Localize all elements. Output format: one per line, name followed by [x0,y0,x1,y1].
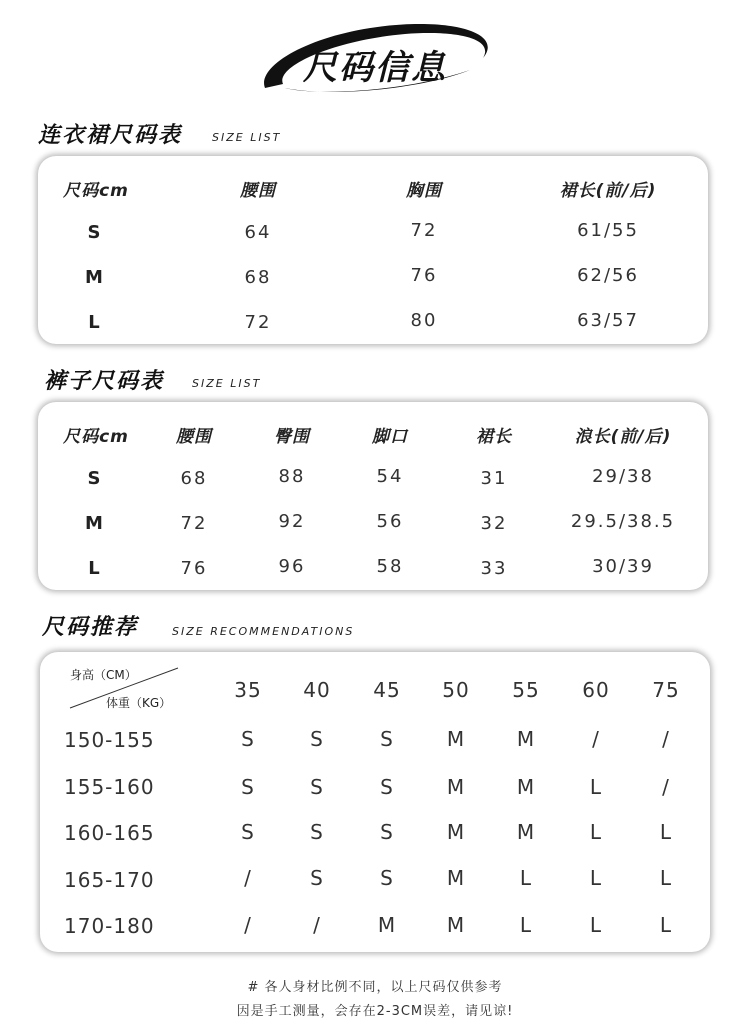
dress-col-header: 胸围 [406,181,442,201]
pants-cell: 96 [278,556,306,577]
pants-cell: 29/38 [592,466,654,487]
dress-cell: 68 [244,267,272,288]
size-cell: M [446,820,466,844]
weight-header: 45 [373,678,401,702]
size-recommendation-table [40,652,710,952]
pants-cell: 72 [180,513,208,534]
pants-col-header: 裙长 [476,427,512,447]
size-cell: L [589,775,603,799]
size-cell: S [241,820,255,844]
size-cell: S [380,820,394,844]
size-cell: / [592,727,600,751]
pants-cell: 30/39 [592,556,654,577]
recommend-section-title: 尺码推荐 [42,615,139,640]
pants-cell: 33 [480,558,508,579]
dress-cell: 61/55 [577,220,639,241]
dress-row-size: S [87,222,101,243]
size-cell: L [659,913,673,937]
size-cell: L [519,866,533,890]
size-cell: M [516,820,536,844]
height-range: 160-165 [64,821,155,845]
pants-cell: 56 [376,511,404,532]
size-cell: / [244,913,252,937]
header-logo [255,18,495,98]
pants-cell: 54 [376,466,404,487]
size-cell: M [516,727,536,751]
height-range: 170-180 [64,914,155,938]
size-cell: L [589,820,603,844]
pants-col-header: 腰围 [176,427,212,447]
dress-col-header: 尺码cm [63,181,129,201]
size-cell: S [241,727,255,751]
size-cell: / [313,913,321,937]
pants-col-header: 尺码cm [63,427,129,447]
size-cell: / [244,866,252,890]
weight-header: 40 [303,678,331,702]
size-cell: S [310,775,324,799]
pants-row-size: S [87,468,101,489]
weight-header: 35 [234,678,262,702]
dress-cell: 62/56 [577,265,639,286]
dress-cell: 72 [244,312,272,333]
dress-row-size: L [88,312,100,333]
weight-header: 50 [442,678,470,702]
dress-cell: 72 [410,220,438,241]
height-range: 150-155 [64,728,155,752]
page-title: 尺码信息 [303,48,447,88]
corner-height-label: 身高（CM） [70,668,137,682]
pants-cell: 31 [480,468,508,489]
pants-row-size: L [88,558,100,579]
size-cell: S [241,775,255,799]
height-range: 165-170 [64,868,155,892]
pants-col-header: 臀围 [274,427,310,447]
dress-col-header: 腰围 [240,181,276,201]
size-cell: L [659,866,673,890]
dress-cell: 63/57 [577,310,639,331]
pants-col-header: 浪长(前/后) [574,427,672,447]
pants-section-subtitle: SIZE LIST [192,377,262,390]
size-cell: M [446,727,466,751]
weight-header: 75 [652,678,680,702]
size-cell: M [446,913,466,937]
size-cell: S [310,866,324,890]
size-cell: / [662,775,670,799]
dress-section-subtitle: SIZE LIST [212,131,282,144]
size-cell: M [446,775,466,799]
size-cell: L [659,820,673,844]
dress-cell: 64 [244,222,272,243]
dress-size-table [38,156,708,344]
pants-cell: 92 [278,511,306,532]
height-range: 155-160 [64,775,155,799]
size-cell: L [589,866,603,890]
size-cell: S [310,727,324,751]
dress-col-header: 裙长(前/后) [559,181,657,201]
size-cell: S [380,866,394,890]
size-cell: M [377,913,397,937]
size-cell: L [589,913,603,937]
pants-size-table [38,402,708,590]
pants-cell: 88 [278,466,306,487]
dress-row-size: M [85,267,103,288]
size-cell: S [380,775,394,799]
size-cell: / [662,727,670,751]
pants-col-header: 脚口 [372,427,408,447]
footer-note-2: 因是手工测量，会存在2-3CM误差，请见谅! [236,1004,514,1019]
footer-note-1: # 各人身材比例不同，以上尺码仅供参考 [247,980,503,995]
size-cell: S [380,727,394,751]
weight-header: 55 [512,678,540,702]
dress-cell: 80 [410,310,438,331]
pants-cell: 29.5/38.5 [570,511,676,532]
recommend-section-subtitle: SIZE RECOMMENDATIONS [172,625,355,638]
pants-cell: 68 [180,468,208,489]
weight-header: 60 [582,678,610,702]
dress-section-title: 连衣裙尺码表 [38,123,183,148]
corner-weight-label: 体重（KG） [106,696,172,710]
size-cell: M [446,866,466,890]
size-cell: M [516,775,536,799]
dress-cell: 76 [410,265,438,286]
pants-cell: 76 [180,558,208,579]
size-cell: S [310,820,324,844]
pants-cell: 58 [376,556,404,577]
pants-cell: 32 [480,513,508,534]
pants-row-size: M [85,513,103,534]
size-cell: L [519,913,533,937]
pants-section-title: 裤子尺码表 [44,369,165,394]
